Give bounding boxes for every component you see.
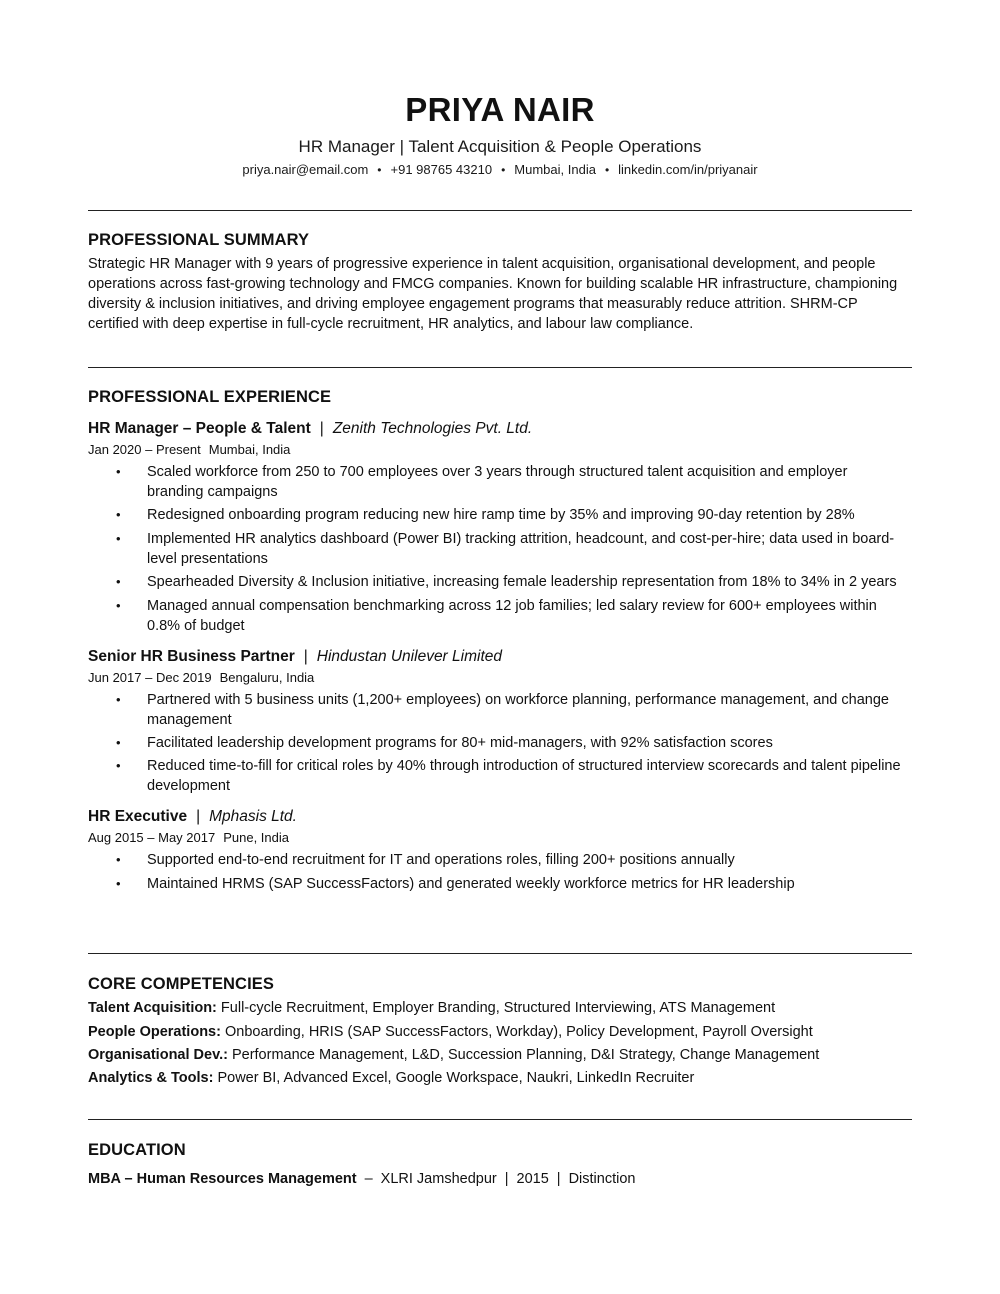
achievement-text: Scaled workforce from 250 to 700 employees over 3 years through structured talent acquisition and employer branding campaigns xyxy=(147,464,848,500)
job-heading xyxy=(88,806,912,828)
list-item xyxy=(88,756,912,796)
job-heading xyxy=(88,418,912,440)
bullet-icon: • xyxy=(116,597,121,613)
bullet-icon: • xyxy=(116,875,121,891)
achievement-text: Maintained HRMS (SAP SuccessFactors) and generated weekly workforce metrics for HR leadership xyxy=(147,875,795,892)
job-list xyxy=(88,418,912,894)
bullet-icon: • xyxy=(116,464,121,479)
job-heading xyxy=(88,646,912,668)
list-item xyxy=(88,733,912,753)
list-item xyxy=(88,505,912,525)
separator: | xyxy=(319,420,324,437)
achievement-text: Spearheaded Diversity & Inclusion initiative, increasing female leadership representation from 18% to 34% in 2 years xyxy=(147,574,897,591)
competency-row xyxy=(88,1068,912,1088)
graduation-year: 2015 xyxy=(516,1171,549,1187)
achievement-text: Facilitated leadership development programs for 80+ mid-managers, with 92% satisfaction scores xyxy=(147,734,773,751)
bullet-icon: • xyxy=(116,507,121,523)
competency-label: Analytics & Tools: xyxy=(88,1070,214,1087)
job-title: HR Manager – People & Talent xyxy=(88,420,311,437)
bullet-icon: • xyxy=(116,574,121,590)
bullet-separator-icon: • xyxy=(604,163,610,177)
summary-section xyxy=(88,229,912,334)
job-meta xyxy=(88,441,912,459)
list-item xyxy=(88,690,912,730)
company-name: Hindustan Unilever Limited xyxy=(316,647,502,665)
job-dates: Jan 2020 – Present xyxy=(88,442,201,457)
list-item xyxy=(88,572,912,592)
company-name: Mphasis Ltd. xyxy=(209,808,297,826)
achievement-list xyxy=(88,462,912,636)
bullet-icon: • xyxy=(116,758,121,774)
contact-email: priya.nair@email.com xyxy=(242,162,369,177)
job-location: Pune, India xyxy=(223,830,289,846)
achievement-text: Supported end-to-end recruitment for IT and operations roles, filling 200+ positions annually xyxy=(147,852,735,869)
list-item xyxy=(88,596,912,636)
achievement-list xyxy=(88,690,912,797)
company-name: Zenith Technologies Pvt. Ltd. xyxy=(332,420,533,437)
contact-linkedin: linkedin.com/in/priyanair xyxy=(618,162,758,177)
separator: | xyxy=(303,647,308,665)
job-entry xyxy=(88,806,912,893)
achievement-text: Implemented HR analytics dashboard (Power BI) tracking attrition, headcount, and cost-per-hire; data used in board-level presentations xyxy=(147,530,895,567)
competency-list xyxy=(88,998,912,1088)
achievement-text: Reduced time-to-fill for critical roles by 40% through introduction of structured interview scorecards and talent pipeline development xyxy=(147,758,901,795)
dash: – xyxy=(364,1171,373,1187)
contact-location: Mumbai, India xyxy=(514,162,596,177)
section-title-summary: PROFESSIONAL SUMMARY xyxy=(88,231,310,249)
competency-value: Full-cycle Recruitment, Employer Branding, Structured Interviewing, ATS Management xyxy=(220,1000,776,1017)
job-dates: Jun 2017 – Dec 2019 xyxy=(88,669,212,685)
job-entry xyxy=(88,418,912,636)
achievement-list xyxy=(88,850,912,893)
competency-label: Organisational Dev.: xyxy=(88,1046,228,1063)
honors: Distinction xyxy=(568,1171,636,1187)
competency-label: People Operations: xyxy=(88,1023,221,1040)
competency-value: Onboarding, HRIS (SAP SuccessFactors, Workday), Policy Development, Payroll Oversight xyxy=(224,1023,813,1040)
competency-value: Performance Management, L&D, Succession Planning, D&I Strategy, Change Management xyxy=(231,1046,820,1063)
competency-value: Power BI, Advanced Excel, Google Workspace, Naukri, LinkedIn Recruiter xyxy=(217,1070,695,1087)
job-dates: Aug 2015 – May 2017 xyxy=(88,830,216,846)
degree: MBA – Human Resources Management xyxy=(88,1171,357,1187)
job-location: Mumbai, India xyxy=(208,442,291,457)
achievement-text: Redesigned onboarding program reducing new hire ramp time by 35% and improving 90-day retention by 28% xyxy=(147,507,855,524)
bullet-separator-icon: • xyxy=(377,163,382,177)
candidate-name: PRIYA NAIR xyxy=(405,91,595,128)
summary-text: Strategic HR Manager with 9 years of progressive experience in talent acquisition, organisational development, and people operations across fast-growing technology and FMCG companies. Known for building scalable HR infrastructure, championing diversity & inclusion initiatives, and driving employee engagement programs that measurably reduce attrition. SHRM-CP certified with deep expertise in full-cycle recruitment, HR analytics, and labour law compliance. xyxy=(88,256,898,332)
competency-row xyxy=(88,998,912,1018)
education-section xyxy=(88,1139,912,1189)
list-item xyxy=(88,529,912,569)
competency-label: Talent Acquisition: xyxy=(88,1000,217,1017)
competency-row xyxy=(88,1045,912,1065)
contact-line xyxy=(0,160,1000,180)
bullet-icon: • xyxy=(116,734,121,750)
list-item xyxy=(88,850,912,870)
section-title-education: EDUCATION xyxy=(88,1141,186,1159)
bullet-separator-icon: • xyxy=(501,163,506,177)
section-divider xyxy=(88,210,912,211)
contact-phone: +91 98765 43210 xyxy=(390,162,493,177)
section-title-experience: PROFESSIONAL EXPERIENCE xyxy=(88,388,332,406)
separator: | xyxy=(556,1171,561,1187)
list-item xyxy=(88,874,912,894)
bullet-icon: • xyxy=(116,852,121,868)
job-location: Bengaluru, India xyxy=(219,669,315,685)
separator: | xyxy=(504,1171,509,1187)
candidate-headline: HR Manager | Talent Acquisition & People Operations xyxy=(298,137,702,156)
job-entry xyxy=(88,646,912,797)
education-entry xyxy=(88,1169,912,1189)
achievement-text: Partnered with 5 business units (1,200+ employees) on workforce planning, performance management, and change management xyxy=(147,691,889,728)
bullet-icon: • xyxy=(116,691,121,707)
job-meta xyxy=(88,829,912,847)
job-title: Senior HR Business Partner xyxy=(88,647,295,665)
job-meta xyxy=(88,669,912,687)
section-title-competencies: CORE COMPETENCIES xyxy=(88,975,274,993)
list-item xyxy=(88,462,912,502)
competencies-section xyxy=(88,973,912,1088)
achievement-text: Managed annual compensation benchmarking across 12 job families; led salary review for 600+ employees within 0.8% of budget xyxy=(147,597,877,634)
competency-row xyxy=(88,1022,912,1042)
school: XLRI Jamshedpur xyxy=(380,1171,497,1187)
section-divider xyxy=(88,367,912,368)
section-divider xyxy=(88,953,912,954)
bullet-icon: • xyxy=(116,530,121,546)
job-title: HR Executive xyxy=(88,808,188,826)
separator: | xyxy=(196,808,201,826)
experience-section xyxy=(88,386,912,897)
section-divider xyxy=(88,1119,912,1120)
